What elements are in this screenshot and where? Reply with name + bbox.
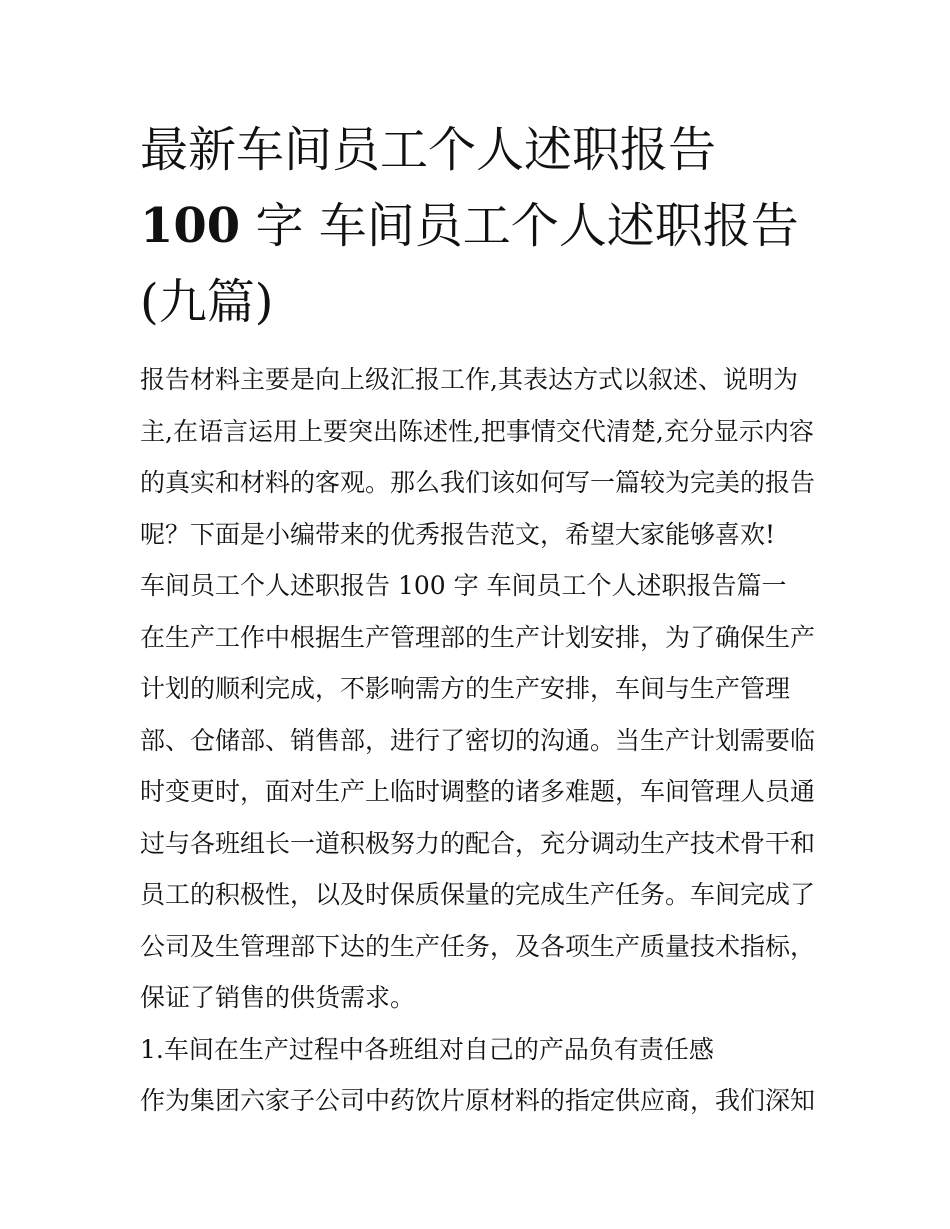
body-line: 呢？下面是小编带来的优秀报告范文，希望大家能够喜欢! xyxy=(140,519,776,549)
document-title xyxy=(140,112,820,340)
body-line: 过与各班组长一道积极努力的配合，充分调动生产技术骨干和 xyxy=(140,828,816,858)
document-body xyxy=(140,354,820,1127)
body-line: 员工的积极性，以及时保质保量的完成生产任务。车间完成了 xyxy=(140,880,816,909)
body-line: 报告材料主要是向上级汇报工作,其表达方式以叙述、说明为 xyxy=(140,365,798,394)
body-line: 保证了销售的供货需求。 xyxy=(140,983,416,1012)
title-number: 100 xyxy=(140,198,241,254)
body-line: 作为集团六家子公司中药饮片原材料的指定供应商，我们深知 xyxy=(140,1086,816,1115)
body-line: 计划的顺利完成，不影响需方的生产安排，车间与生产管理 xyxy=(140,674,791,703)
body-line: 在生产工作中根据生产管理部的生产计划安排，为了确保生产 xyxy=(140,622,816,652)
document-content xyxy=(140,112,820,1127)
title-line-1: 最新车间员工个人述职报告 xyxy=(140,122,717,178)
title-line-2 xyxy=(140,188,820,264)
body-line: 公司及生管理部下达的生产任务，及各项生产质量技术指标， xyxy=(140,931,816,961)
body-line: 的真实和材料的客观。那么我们该如何写一篇较为完美的报告 xyxy=(140,468,816,497)
body-line: 主,在语言运用上要突出陈述性,把事情交代清楚,充分显示内容 xyxy=(140,416,814,446)
title-line-3: (九篇) xyxy=(140,274,274,330)
title-line-2-text: 字 车间员工个人述职报告 xyxy=(240,198,799,254)
body-line: 时变更时，面对生产上临时调整的诸多难题，车间管理人员通 xyxy=(140,777,816,806)
list-item-heading: 1.车间在生产过程中各班组对自己的产品负有责任感 xyxy=(140,1034,714,1064)
body-line: 部、仓储部、销售部，进行了密切的沟通。当生产计划需要临 xyxy=(140,725,816,755)
section-heading: 车间员工个人述职报告 100 字 车间员工个人述职报告篇一 xyxy=(140,571,787,600)
